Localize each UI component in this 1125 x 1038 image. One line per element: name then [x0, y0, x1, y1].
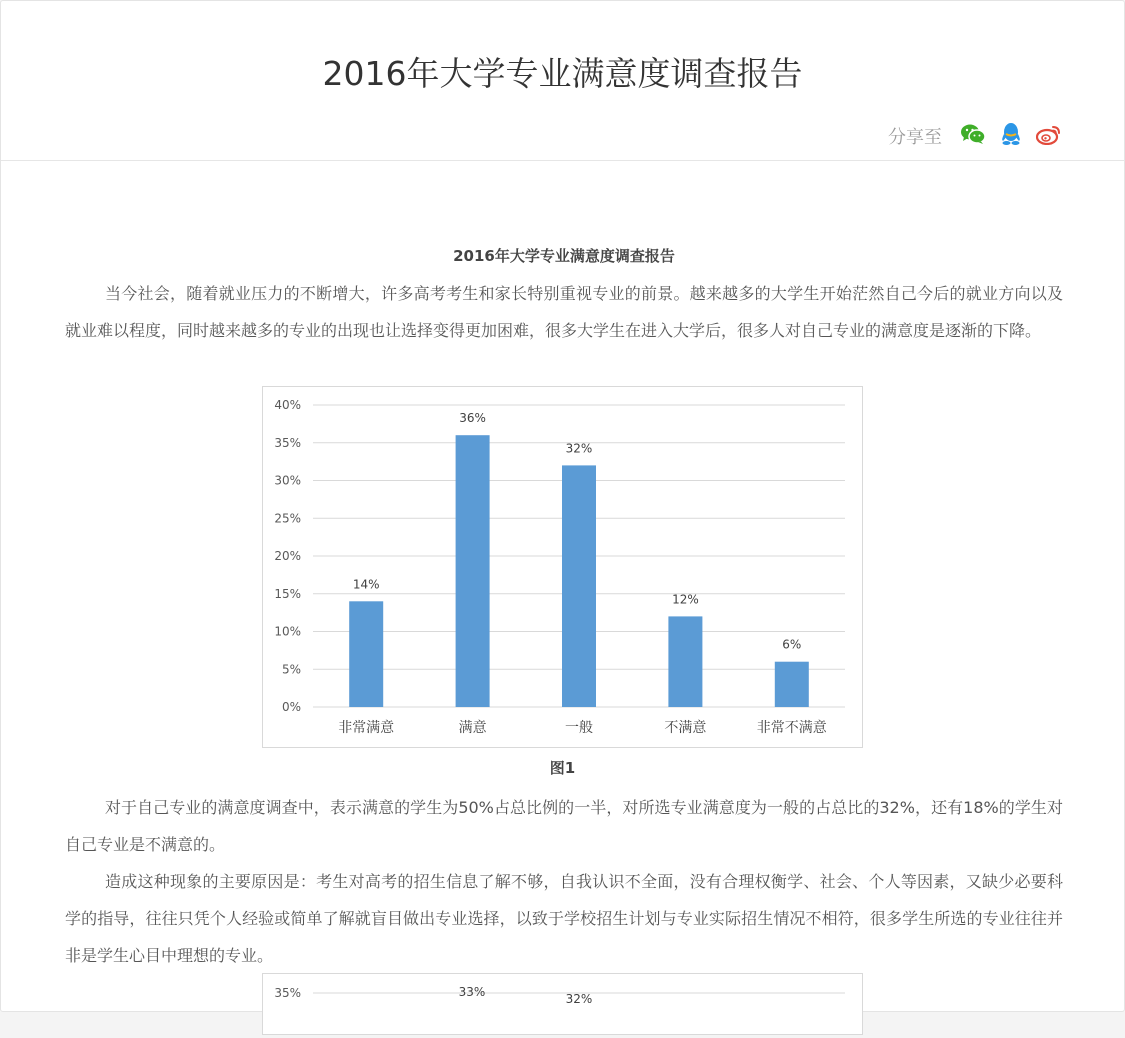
bar-4 [668, 616, 702, 707]
y-tick-label: 40% [274, 398, 301, 412]
y-tick-label: 5% [281, 662, 301, 677]
paragraph-2: 对于自己专业的满意度调查中，表示满意的学生为50%占总比例的一半，对所选专业满意度为一般的占总比的32%，还有18%的学生对自己专业是不满意的。 [65, 798, 1063, 854]
qq-icon[interactable] [1000, 122, 1022, 150]
y-tick-label: 15% [274, 586, 301, 601]
y-tick-label: 35% [274, 986, 301, 1000]
bar-2 [456, 435, 490, 707]
x-tick-label: 非常不满意 [756, 720, 827, 736]
y-tick-label: 20% [274, 549, 301, 563]
figure-caption: 图1 [549, 759, 576, 777]
paragraph-3: 造成这种现象的主要原因是：考生对高考的招生信息了解不够，自我认识不全面，没有合理权衡学、社会、个人等因素，又缺少必要科学的指导，往往只凭个人经验或简单了解就盲目做出专业选择，以致于学校招生计划与专业实际招生情况不相符，很多学生所选的专业往往并非是学生心目中理想的专业。 [65, 872, 1063, 965]
bar-1 [349, 601, 383, 707]
y-tick-label: 0% [281, 700, 301, 714]
data-label: 36% [459, 411, 486, 426]
data-label: 32% [565, 992, 593, 1006]
article-body [65, 239, 1063, 349]
satisfaction-bar-chart [262, 386, 863, 748]
data-label: 12% [672, 592, 699, 607]
y-tick-label: 25% [274, 511, 301, 526]
page-title: 2016年大学专业满意度调查报告 [322, 54, 803, 93]
data-label: 14% [352, 577, 380, 592]
share-bar [888, 121, 1062, 151]
bar-3 [562, 465, 596, 707]
y-tick-label: 35% [274, 435, 301, 450]
y-tick-label: 30% [274, 473, 301, 488]
bar-5 [775, 662, 809, 707]
data-label: 32% [565, 441, 593, 456]
article-body-continued [65, 789, 1063, 974]
y-tick-label: 10% [274, 624, 301, 639]
share-label: 分享至 [888, 127, 942, 148]
second-bar-chart [262, 973, 863, 1035]
x-tick-label: 不满意 [664, 720, 707, 736]
data-label: 6% [782, 637, 802, 652]
chart-svg [263, 387, 862, 747]
article-title: 2016年大学专业满意度调查报告 [453, 247, 675, 265]
x-tick-label: 满意 [458, 720, 487, 736]
wechat-icon[interactable] [960, 123, 986, 149]
x-tick-label: 非常满意 [338, 720, 395, 736]
paragraph-1: 当今社会，随着就业压力的不断增大，许多高考考生和家长特别重视专业的前景。越来越多的大学生开始茫然自己今后的就业方向以及就业难以程度，同时越来越多的专业的出现也让选择变得更加困难，很多大学生在进入大学后，很多人对自己专业的满意度是逐渐的下降。 [65, 284, 1063, 340]
data-label: 33% [458, 985, 486, 999]
weibo-icon[interactable] [1036, 123, 1062, 149]
x-tick-label: 一般 [565, 720, 593, 736]
chart2-svg [263, 974, 862, 1034]
page-header [1, 1, 1124, 161]
